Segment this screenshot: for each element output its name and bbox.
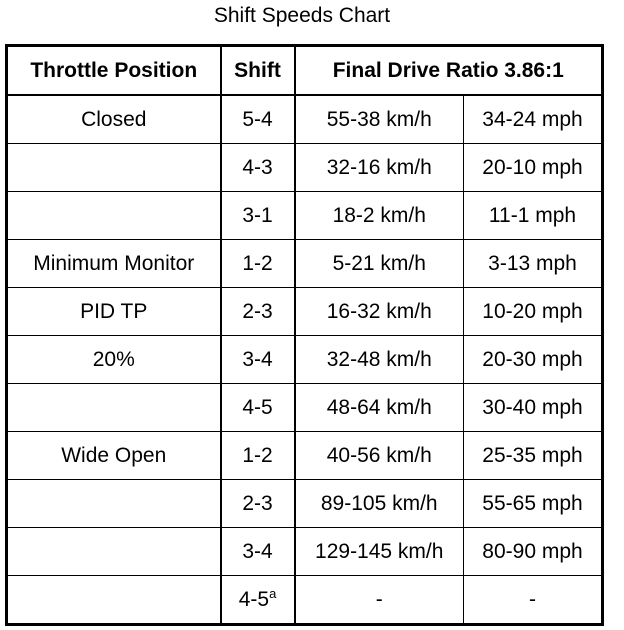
table-row (7, 144, 603, 192)
shift-cell (221, 576, 295, 625)
throttle-cell (7, 192, 221, 240)
shift-value: 4-5 (238, 587, 270, 611)
mph-cell: 80-90 mph (464, 528, 603, 576)
shift-value: 4-5 (242, 395, 273, 419)
page-title: Shift Speeds Chart (213, 4, 391, 27)
shift-speeds-table (5, 44, 604, 626)
shift-cell (221, 528, 295, 576)
mph-cell: 55-65 mph (464, 480, 603, 528)
header-final-drive-ratio: Final Drive Ratio 3.86:1 (295, 46, 603, 96)
footnote-marker: a (269, 585, 277, 601)
kmh-cell: - (295, 576, 464, 625)
mph-cell: - (464, 576, 603, 625)
mph-cell: 20-30 mph (464, 336, 603, 384)
mph-cell: 11-1 mph (464, 192, 603, 240)
throttle-cell: PID TP (7, 288, 221, 336)
header-shift: Shift (221, 46, 295, 96)
kmh-cell: 32-16 km/h (295, 144, 464, 192)
kmh-cell: 16-32 km/h (295, 288, 464, 336)
mph-cell: 25-35 mph (464, 432, 603, 480)
throttle-cell (7, 576, 221, 625)
kmh-cell: 48-64 km/h (295, 384, 464, 432)
mph-cell: 34-24 mph (464, 95, 603, 144)
shift-value: 3-1 (242, 203, 273, 227)
table-header-row (7, 46, 603, 96)
kmh-cell: 89-105 km/h (295, 480, 464, 528)
shift-cell (221, 288, 295, 336)
kmh-cell: 129-145 km/h (295, 528, 464, 576)
shift-value: 3-4 (242, 539, 273, 563)
kmh-cell: 5-21 km/h (295, 240, 464, 288)
table-row (7, 240, 603, 288)
throttle-cell: Minimum Monitor (7, 240, 221, 288)
shift-value: 2-3 (242, 491, 273, 515)
shift-cell (221, 192, 295, 240)
kmh-cell: 55-38 km/h (295, 95, 464, 144)
throttle-cell: Wide Open (7, 432, 221, 480)
shift-value: 2-3 (242, 299, 273, 323)
throttle-cell (7, 480, 221, 528)
kmh-cell: 32-48 km/h (295, 336, 464, 384)
shift-cell (221, 480, 295, 528)
mph-cell: 20-10 mph (464, 144, 603, 192)
shift-value: 5-4 (242, 107, 273, 131)
shift-cell (221, 240, 295, 288)
shift-cell (221, 336, 295, 384)
mph-cell: 10-20 mph (464, 288, 603, 336)
shift-value: 4-3 (242, 155, 273, 179)
table-row (7, 528, 603, 576)
shift-cell (221, 95, 295, 144)
table-row (7, 288, 603, 336)
mph-cell: 3-13 mph (464, 240, 603, 288)
shift-cell (221, 144, 295, 192)
table-row (7, 432, 603, 480)
table-row (7, 95, 603, 144)
table-row (7, 576, 603, 625)
shift-value: 1-2 (242, 251, 273, 275)
throttle-cell: Closed (7, 95, 221, 144)
shift-cell (221, 384, 295, 432)
kmh-cell: 18-2 km/h (295, 192, 464, 240)
throttle-cell (7, 384, 221, 432)
throttle-cell (7, 144, 221, 192)
mph-cell: 30-40 mph (464, 384, 603, 432)
throttle-cell (7, 528, 221, 576)
table-row (7, 384, 603, 432)
table-row (7, 480, 603, 528)
shift-cell (221, 432, 295, 480)
header-throttle-position: Throttle Position (7, 46, 221, 96)
table-body (7, 95, 603, 625)
kmh-cell: 40-56 km/h (295, 432, 464, 480)
throttle-cell: 20% (7, 336, 221, 384)
shift-value: 3-4 (242, 347, 273, 371)
table-row (7, 192, 603, 240)
shift-value: 1-2 (242, 443, 273, 467)
table-row (7, 336, 603, 384)
